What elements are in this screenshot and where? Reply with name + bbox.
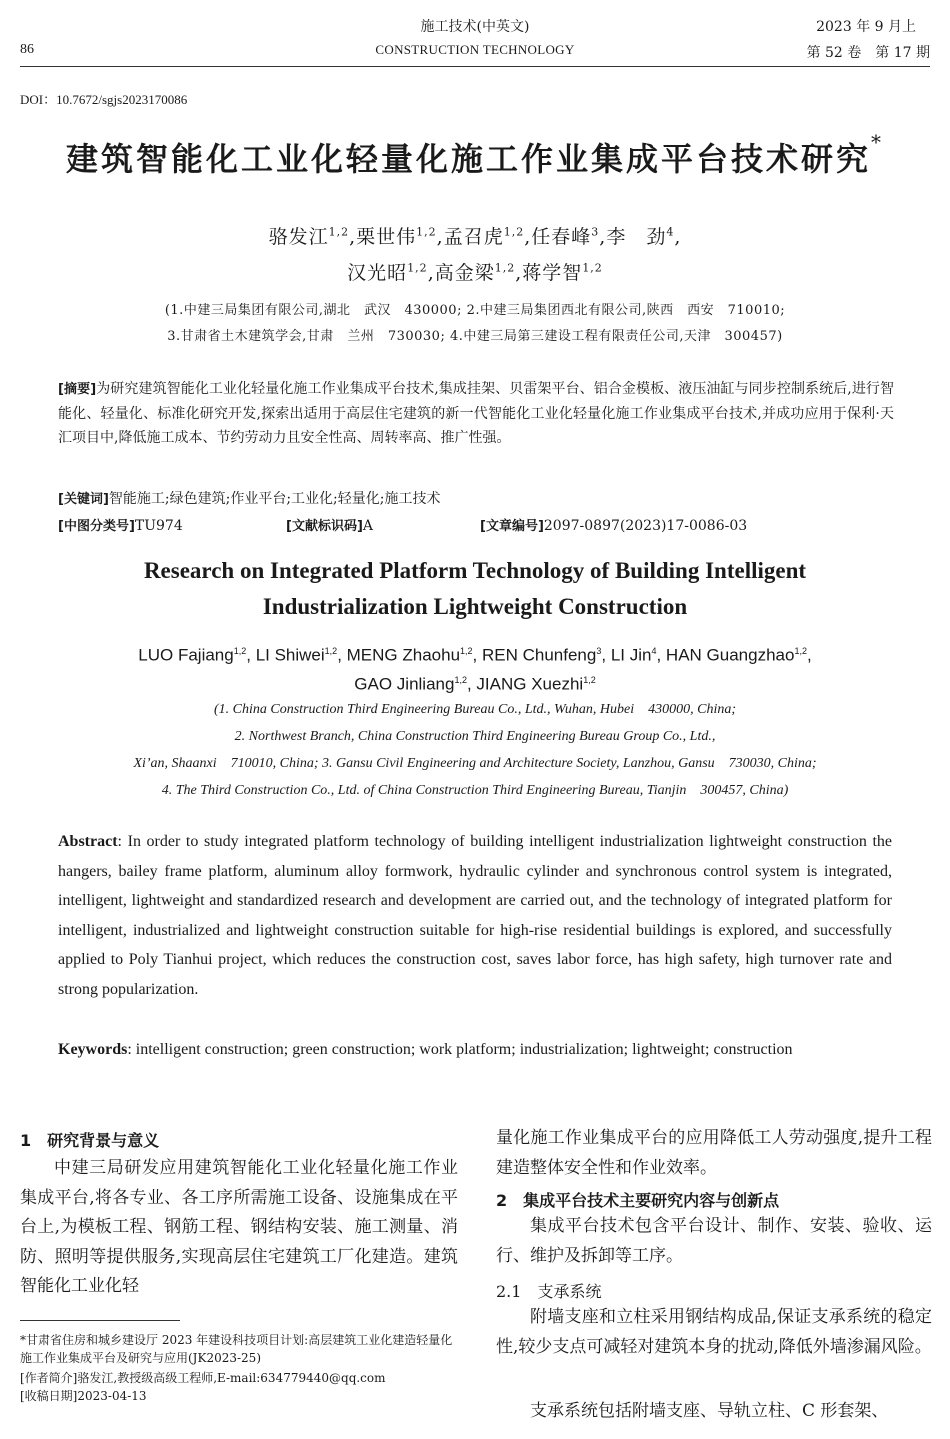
abstract-cn-label: [摘要] [58,382,97,397]
received-date-footnote [20,1387,460,1405]
author-en-name: GAO Jinliang [354,674,455,694]
author-en-separator: , [466,674,477,694]
author-en-name: LI Shiwei [255,645,325,665]
title-cn-text: 建筑智能化工业化轻量化施工作业集成平台技术研究 [65,140,871,178]
author-en-name: REN Chunfeng [482,645,597,665]
abstract-en-text: In order to study integrated platform technology of building intelligent industrialization lightweight construction the hangers, bailey frame platform, aluminum alloy formwork, hydraulic cylinder and synchronous control system is integrated, intelligent, lightweight and standardized research and development are carried out, and the technology of integrated platform for intelligent, industrialized and lightweight construction suitable for high-rise residential buildings is explored, and successfully applied to Poly Tianhui project, which reduces the construction cost, saves labor force, has high safety, high turnover rate and strong popularization. [58,833,892,998]
author-en-name: JIANG Xuezhi [476,674,584,694]
author-cn-separator: , [427,262,435,284]
authors-en-line2 [0,665,950,700]
title-footnote-mark: * [871,130,884,154]
article-number-label: [文章编号] [480,519,544,534]
abstract-en: Abstract: In order to study integrated platform technology of building intelligent industrialization lightweight construction the hangers, bailey frame platform, aluminum alloy formwork, hydraulic cylinder and synchronous control system is integrated, intelligent, lightweight and standardized research and development are carried out, and the technology of integrated platform for intelligent, industrialized and lightweight construction suitable for high-rise residential buildings is explored, and successfully applied to Poly Tianhui project, which reduces the construction cost, saves labor force, has high safety, high turnover rate and strong popularization. [58,833,892,998]
affiliation-en-line2: 2. Northwest Branch, China Construction Third Engineering Bureau Group Co., Ltd., [234,729,716,744]
keywords-cn [58,487,894,512]
author-cn-affiliation-mark: 1,2 [582,261,603,275]
author-bio-footnote [20,1369,460,1387]
authors-cn-line1 [0,222,950,249]
author-cn-affiliation-mark: 1,2 [407,261,428,275]
paper-title-en-line2: Industrialization Lightweight Construction [262,594,688,619]
author-cn-name: 栗世伟 [356,226,417,248]
authors-cn-line2 [0,258,950,285]
author-cn-separator: , [524,226,532,248]
author-cn-name: 李 劲 [606,226,667,248]
author-en-affiliation-mark: 1,2 [583,675,596,685]
affiliation-en-line4: 4. The Third Construction Co., Ltd. of China Construction Third Engineering Bureau, Tianjin 300457, China) [161,783,789,798]
abstract-cn [58,377,894,450]
author-en-name: LI Jin [610,645,652,665]
author-cn-separator: , [515,262,523,284]
section-2-1-paragraph-1: 附墙支座和立柱采用钢结构成品,保证支承系统的稳定性,较少支点可减轻对建筑本身的扰动,降低外墙渗漏风险。 [496,1307,932,1357]
clc-label: [中图分类号] [58,519,135,534]
paper-title-cn [0,130,950,180]
author-cn-name: 骆发江 [268,226,329,248]
classification-line [58,515,894,539]
author-en-separator: , [246,645,256,665]
keywords-en: Keywords: intelligent construction; green construction; work platform; industrialization; lightweight; construction [58,1041,793,1058]
author-en-affiliation-mark: 1,2 [794,646,807,656]
affiliation-en-line1: (1. China Construction Third Engineering Bureau Co., Ltd., Wuhan, Hubei 430000, China; [213,702,737,717]
author-cn-separator: , [436,226,444,248]
author-en-separator: , [806,645,812,665]
author-cn-affiliation-mark: 3 [591,225,600,239]
doc-code-value: A [362,518,374,534]
journal-name-en: CONSTRUCTION TECHNOLOGY [375,42,575,57]
section-2-1-paragraph-2: 支承系统包括附墙支座、导轨立柱、C 形套架、 [530,1401,889,1421]
section-1-heading: 1 研究背景与意义 [20,1131,160,1150]
author-cn-separator: , [349,226,357,248]
keywords-cn-text: 智能施工;绿色建筑;作业平台;工业化;轻量化;施工技术 [108,491,441,507]
doi[interactable]: DOI：10.7672/sgjs2023170086 [20,92,188,107]
section-2-1-heading: 2.1 支承系统 [496,1282,602,1301]
affiliation-cn-line1: (1.中建三局集团有限公司,湖北 武汉 430000; 2.中建三局集团西北有限公司,陕西 西安 710010; [164,303,786,318]
author-en-name: LUO Fajiang [138,645,234,665]
page-number: 86 [20,42,34,57]
header-rule [20,66,930,67]
received-date-text: 2023-04-13 [77,1389,147,1403]
author-bio-text: 骆发江,教授级高级工程师,E-mail:634779440@qq.com [77,1371,386,1385]
keywords-en-text: intelligent construction; green construction; work platform; industrialization; lightweight; construction [135,1041,793,1058]
journal-name-cn: 施工技术(中英文) [420,19,530,35]
received-date-label: [收稿日期] [20,1389,78,1403]
author-cn-separator: , [674,226,682,248]
section-2-paragraph: 集成平台技术包含平台设计、制作、安装、验收、运行、维护及拆卸等工序。 [496,1216,932,1266]
affiliation-en-line3: Xi’an, Shaanxi 710010, China; 3. Gansu Civil Engineering and Architecture Society, Lanzhou, Gansu 730030, China; [133,756,817,771]
author-cn-separator: , [599,226,607,248]
author-en-affiliation-mark: 1,2 [324,646,338,656]
author-cn-name: 高金梁 [434,262,495,284]
author-cn-affiliation-mark: 1,2 [416,225,437,239]
article-number-value: 2097-0897(2023)17-0086-03 [543,518,748,534]
author-en-separator: , [472,645,482,665]
author-cn-name: 蒋学智 [522,262,583,284]
author-en-affiliation-mark: 1,2 [460,646,473,656]
clc-value: TU974 [134,518,183,534]
author-en-name: HAN Guangzhao [665,645,795,665]
continued-paragraph: 量化施工作业集成平台的应用降低工人劳动强度,提升工程建造整体安全性和作业效率。 [496,1128,932,1178]
author-en-separator: , [337,645,347,665]
abstract-cn-text: 为研究建筑智能化工业化轻量化施工作业集成平台技术,集成挂架、贝雷架平台、铝合金模板、液压油缸与同步控制系统后,进行智能化、轻量化、标准化研究开发,探索出适用于高层住宅建筑的新一代智能化工业化轻量化施工作业集成平台技术,并成功应用于保利·天汇项目中,降低施工成本、节约劳动力且安全性高、周转率高、推广性强。 [58,381,894,446]
doc-code-label: [文献标识码] [286,519,363,534]
author-cn-affiliation-mark: 1,2 [328,225,350,239]
abstract-en-label: Abstract [58,833,118,850]
issue-date: 2023 年 9 月上 [816,19,916,35]
section-1-paragraph: 中建三局研发应用建筑智能化工业化轻量化施工作业集成平台,将各专业、各工序所需施工设备、设施集成在平台上,为模板工程、钢筋工程、钢结构安装、施工测量、消防、照明等提供服务,实现高层住宅建筑工厂化建造。建筑智能化工业化轻 [20,1158,458,1296]
fund-footnote: *甘肃省住房和城乡建设厅 2023 年建设科技项目计划:高层建筑工业化建造轻量化施工作业集成平台及研究与应用(JK2023-25) [20,1333,453,1365]
section-2-heading: 2 集成平台技术主要研究内容与创新点 [496,1191,780,1210]
author-en-affiliation-mark: 1,2 [454,675,467,685]
affiliation-cn-line2: 3.甘肃省土木建筑学会,甘肃 兰州 730030; 4.中建三局第三建设工程有限责任公司,天津 300457) [167,329,783,344]
author-en-separator: , [601,645,611,665]
author-en-name: MENG Zhaohu [346,645,461,665]
author-cn-affiliation-mark: 1,2 [494,261,516,275]
author-cn-name: 汉光昭 [347,262,408,284]
keywords-en-label: Keywords [58,1041,128,1058]
author-cn-name: 孟召虎 [443,226,504,248]
author-en-affiliation-mark: 1,2 [233,646,247,656]
paper-title-en-line1: Research on Integrated Platform Technology of Building Intelligent [143,558,807,583]
author-cn-affiliation-mark: 4 [666,225,675,239]
volume-issue: 第 52 卷 第 17 期 [806,45,930,61]
footnote-rule [20,1320,180,1321]
author-en-affiliation-mark: 3 [596,646,602,656]
author-cn-name: 任春峰 [531,226,592,248]
author-bio-label: [作者简介] [20,1371,78,1385]
author-cn-affiliation-mark: 1,2 [503,225,525,239]
keywords-cn-label: [关键词] [58,492,109,507]
author-en-separator: , [656,645,666,665]
author-en-affiliation-mark: 4 [651,646,657,656]
